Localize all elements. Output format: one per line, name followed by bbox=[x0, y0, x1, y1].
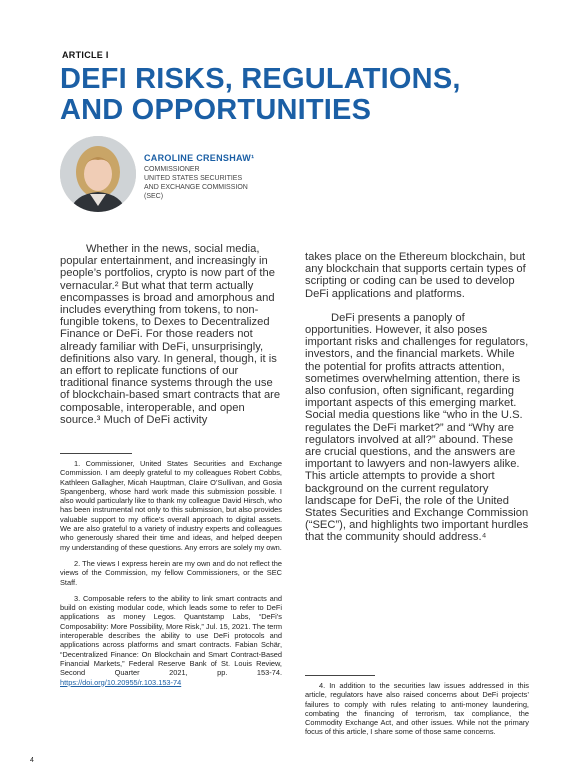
body-column-left bbox=[60, 243, 282, 426]
author-org-line-3: (SEC) bbox=[144, 193, 164, 200]
author-org-line-2: AND EXCHANGE COMMISSION bbox=[144, 184, 248, 191]
doi-link[interactable]: https://doi.org/10.20955/r.103.153-74 bbox=[60, 677, 182, 687]
author-org-line-1: UNITED STATES SECURITIES bbox=[144, 175, 243, 182]
footnotes-right bbox=[305, 681, 529, 744]
footnote-4: 4. In addition to the securities law issues addressed in this article, regulators have also raised concerns about DeFi projects’ failures to comply with rules relating to anti-money laundering, combating the financing of terrorism, tax compliance, the Commodity Exchange Act, and other issues. While not the primary focus of this article, I share some of those same concerns. bbox=[305, 681, 529, 737]
footnote-3-text: 3. Composable refers to the ability to link smart contracts and build on existing modular code, which leads some to refer to DeFi applications as money Legos. Quantstamp Labs, “DeFi’s Composability: More Possibility, More Risk,” Jul. 15, 2021. The term interoperable describes the ability to use DeFi protocols and applications across platforms and smart contracts. Fabian Schär, “Decentralized Finance: On Blockchain and Smart Contract-Based Financial Markets,” Federal Reserve Bank of St. Louis Review, Second Quarter 2021, pp. 153-74. bbox=[60, 593, 282, 678]
footnote-3 bbox=[60, 594, 282, 687]
footnote-1: 1. Commissioner, United States Securities and Exchange Commission. I am deeply grateful to my colleagues Robert Cobbs, Kathleen Gallagher, Micah Hauptman, Claire O’Sullivan, and Gosia Spangenberg, whose hard work made this submission possible. I also would particularly like to thank my colleague David Hirsch, who has been instrumental not only to this submission, but also provides valuable support to my office’s overall approach to digital assets. We are also grateful to a variety of industry experts and colleagues who generously shared their time and ideas, and helped deepen my understanding of these questions. Any errors are solely my own. bbox=[60, 459, 282, 552]
body-column-right bbox=[305, 251, 529, 544]
title-line-2: AND OPPORTUNITIES bbox=[60, 94, 372, 126]
footnotes-left bbox=[60, 459, 282, 694]
author-role: COMMISSIONER bbox=[144, 166, 200, 173]
author-info bbox=[144, 153, 334, 201]
body-paragraph: takes place on the Ethereum blockchain, but any blockchain that supports certain types of scripting or coding can be used to develop DeFi applications and platforms. bbox=[305, 251, 526, 300]
author-block bbox=[60, 136, 360, 218]
body-paragraph: Whether in the news, social media, popular entertainment, and increasingly in people’s portfolios, crypto is now part of the vernacular.² But what that term actually encompasses is broad and amorphous and includes everything from tokens, to non-fungible tokens, to Dexes to Decentralized Finance or DeFi. For those readers not already familiar with DeFi, unsurprisingly, definitions also vary. In general, though, it is an effort to replicate functions of our traditional finance systems through the use of blockchain-based smart contracts that are composable, interoperable, and open source.³ Much of DeFi activity bbox=[60, 243, 281, 426]
body-paragraph: DeFi presents a panoply of opportunities. However, it also poses important risks and challenges for regulators, investors, and the financial markets. While the potential for profits attracts attention, sometimes overwhelming attention, there is also confusion, often significant, regarding important aspects of this emerging market. Social media questions like “who in the U.S. regulates the DeFi market?” and “Why are regulators involved at all?” abound. These are crucial questions, and the answers are important to lawyers and non-lawyers alike. This article attempts to provide a short background on the current regulatory landscape for DeFi, the role of the United States Securities and Exchange Commission (“SEC”), and highlights two important hurdles that the community should address.⁴ bbox=[305, 311, 529, 544]
footnote-divider bbox=[60, 453, 132, 454]
footnote-divider bbox=[305, 675, 375, 676]
author-portrait bbox=[60, 136, 136, 212]
portrait-image bbox=[60, 136, 136, 212]
article-title bbox=[60, 64, 530, 126]
article-label: ARTICLE I bbox=[62, 50, 109, 60]
author-name: CAROLINE CRENSHAW¹ bbox=[144, 153, 255, 163]
title-line-1: DEFI RISKS, REGULATIONS, bbox=[60, 63, 461, 95]
footnote-2: 2. The views I express herein are my own and do not reflect the views of the Commission, my fellow Commissioners, or the SEC Staff. bbox=[60, 558, 282, 587]
page-number: 4 bbox=[30, 757, 34, 764]
